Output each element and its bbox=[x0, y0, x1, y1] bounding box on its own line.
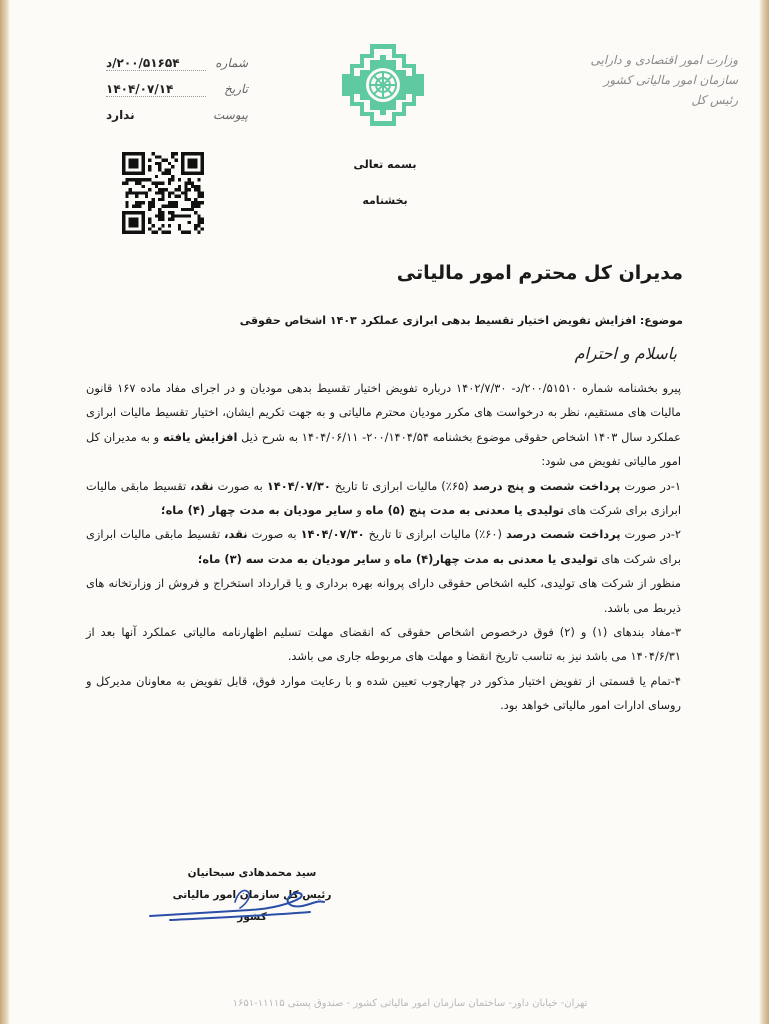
item-1-cash: نقد، bbox=[190, 478, 214, 493]
attachment-value: ندارد bbox=[106, 108, 135, 122]
item-2-text: (۶۰٪) مالیات ابرازی تا تاریخ bbox=[368, 527, 502, 542]
item-1-percent: پرداخت شصت و پنج درصد bbox=[472, 478, 621, 493]
item-1-text: (۶۵٪) مالیات ابرازی تا تاریخ bbox=[334, 478, 469, 493]
item-2-text: ۲-در صورت bbox=[624, 527, 682, 542]
attachment-label: پیوست bbox=[213, 108, 248, 122]
item-2-others-term: سایر مودیان به مدت سه (۳) ماه bbox=[202, 551, 382, 566]
note-paragraph: منظور از شرکت های تولیدی، کلیه اشخاص حقوقی دارای پروانه بهره برداری و یا قرارداد استخراج و فروش از وزارتخانه های ذیربط می باشد. bbox=[86, 576, 681, 615]
subject-line bbox=[240, 314, 683, 327]
organization-line: سازمان امور مالیاتی کشور bbox=[603, 73, 738, 87]
invocation: بسمه تعالی bbox=[353, 158, 417, 171]
item-2-end: ؛ bbox=[197, 551, 203, 566]
greeting: باسلام و احترام bbox=[574, 344, 677, 363]
item-3: ۳-مفاد بندهای (۱) و (۲) فوق درخصوص اشخاص حقوقی که انقضای مهلت تسلیم اظهارنامه مالیاتی عملکرد آنها بعد از ۱۴۰۴/۶/۳۱ می باشد نیز به تناسب تاریخ انقضا و مهلت های مربوطه جاری می باشد. bbox=[86, 625, 682, 664]
number-value: ۲۰۰/۵۱۶۵۴/د bbox=[106, 56, 206, 71]
date-row bbox=[88, 82, 248, 108]
item-1-text: تقسیط مابقی مالیات ابرازی برای شرکت های bbox=[86, 478, 681, 518]
attachment-row bbox=[88, 108, 248, 134]
item-1-others-term: سایر مودیان به مدت چهار (۴) ماه bbox=[165, 503, 353, 518]
letter-meta bbox=[88, 56, 248, 134]
item-1-text: و bbox=[356, 503, 362, 518]
handwritten-signature bbox=[140, 880, 340, 930]
item-2 bbox=[86, 522, 681, 571]
number-row bbox=[88, 56, 248, 82]
letter-body bbox=[86, 376, 681, 718]
intro-text: پیرو بخشنامه شماره ۲۰۰/۵۱۵۱۰/د- ۱۴۰۲/۷/۳۰ درباره تفویض اختیار تقسیط بدهی مودیان و در اجرای مفاد ماده ۱۶۷ قانون مالیات های مستقیم، نظر به درخواست های مکرر مودیان محترم مالیاتی و به جهت تکریم ایشان، اختیار تقسیط مالیات ابرازی عملکرد سال ۱۴۰۳ اشخاص حقوقی موضوع بخشنامه ۲۰۰/۱۴۰۴/۵۴- ۱۴۰۴/۰۶/۱۱ به شرح ذیل bbox=[86, 381, 681, 444]
intro-paragraph bbox=[86, 376, 681, 474]
item-2-cash: نقد، bbox=[224, 527, 248, 542]
signer-name: سید محمدهادی سبحانیان bbox=[187, 867, 317, 879]
item-2-text: به صورت bbox=[251, 527, 297, 542]
tax-organization-logo bbox=[340, 42, 426, 128]
qr-code bbox=[122, 152, 204, 234]
date-label: تاریخ bbox=[224, 82, 248, 96]
intro-emphasis: افزایش یافته bbox=[162, 429, 238, 444]
document-type: بخشنامه bbox=[362, 194, 408, 207]
item-1 bbox=[86, 474, 681, 523]
item-1-text: به صورت bbox=[217, 478, 263, 493]
item-2-text: و bbox=[384, 551, 391, 566]
paper-edge-right bbox=[759, 0, 769, 1024]
number-label: شماره bbox=[215, 56, 248, 70]
item-2-date: ۱۴۰۴/۰۷/۳۰ bbox=[300, 527, 365, 542]
recipient: مدیران کل محترم امور مالیاتی bbox=[396, 262, 683, 284]
subject-text: افزایش تفویض اختیار تقسیط بدهی ابرازی عملکرد ۱۴۰۳ اشخاص حقوقی bbox=[239, 314, 636, 327]
paper-edge-left bbox=[0, 0, 10, 1024]
ministry-header bbox=[568, 50, 738, 110]
item-1-date: ۱۴۰۴/۰۷/۳۰ bbox=[266, 478, 331, 493]
item-1-text: ۱-در صورت bbox=[624, 478, 682, 493]
head-title-line: رئیس کل bbox=[691, 93, 738, 107]
item-2-text: تقسیط مابقی مالیات ابرازی برای شرکت های bbox=[86, 527, 681, 566]
date-value: ۱۴۰۴/۰۷/۱۴ bbox=[106, 82, 206, 97]
item-1-production-term: تولیدی یا معدنی به مدت پنج (۵) ماه bbox=[365, 503, 564, 518]
item-4: ۴-تمام یا قسمتی از تفویض اختیار مذکور در چهارچوب تعیین شده و با رعایت موارد فوق، قابل تفویض به معاونان مدیرکل و روسای ادارات امور مالیاتی خواهد بود. bbox=[86, 673, 681, 713]
item-1-end: ؛ bbox=[161, 503, 166, 518]
subject-label: موضوع: bbox=[639, 314, 683, 327]
signer-title: رئیس کل سازمان امور مالیاتی کشور bbox=[172, 889, 332, 923]
ministry-line: وزارت امور اقتصادی و دارایی bbox=[590, 53, 738, 67]
footer-address: تهران- خیابان داور- ساختمان سازمان امور مالیاتی کشور - صندوق پستی ۱۱۱۱۵-۱۶۵۱ bbox=[232, 998, 588, 1009]
intro-text-end: و به مدیران کل امور مالیاتی تفویض می شود: bbox=[86, 429, 681, 469]
item-2-percent: پرداخت شصت درصد bbox=[505, 527, 621, 542]
item-2-production-term: تولیدی یا معدنی به مدت چهار(۴) ماه bbox=[393, 551, 598, 566]
